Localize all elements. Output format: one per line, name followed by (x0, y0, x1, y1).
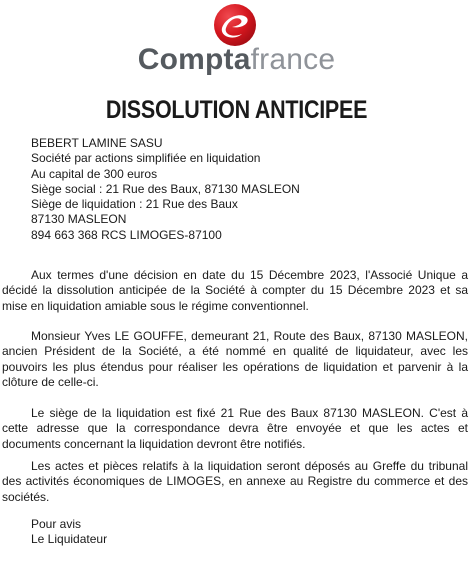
paragraph-filing: Les actes et pièces relatifs à la liquidation seront déposés au Greffe du tribunal des activités économiques de LIMOGES, en annexe au Registre du commerce et des sociétés. (2, 459, 468, 504)
company-liquidation-city: 87130 MASLEON (31, 212, 127, 227)
company-rcs: 894 663 368 RCS LIMOGES-87100 (31, 227, 222, 242)
company-legal-form: Société par actions simplifiée en liquidation (31, 151, 261, 166)
company-address-block (31, 136, 300, 243)
brand-wordmark-bold: Compta (137, 43, 251, 76)
brand-wordmark (0, 42, 473, 78)
paragraph-liquidator: Monsieur Yves LE GOUFFE, demeurant 21, Route des Baux, 87130 MASLEON, ancien Président de la Société, a été nommé en qualité de liquidateur, avec les pouvoirs les plus étendus pour réaliser les opérations de liquidation et parvenir à la clôture de celle-ci. (2, 329, 468, 390)
brand-logo (0, 0, 473, 82)
paragraph-decision: Aux termes d'une décision en date du 15 Décembre 2023, l'Associé Unique a décidé la dissolution anticipée de la Société à compter du 15 Décembre 2023 et sa mise en liquidation amiable sous le régime conventionnel. (2, 268, 468, 313)
paragraph-liquidation-seat: Le siège de la liquidation est fixé 21 Rue des Baux 87130 MASLEON. C'est à cette adresse que la correspondance devra être envoyée et que les actes et documents concernant la liquidation devront être notifiés. (2, 406, 468, 451)
closing-block (31, 517, 107, 548)
company-capital: Au capital de 300 euros (31, 166, 158, 181)
closing-signatory: Le Liquidateur (31, 532, 108, 547)
company-registered-seat: Siège social : 21 Rue des Baux, 87130 MASLEON (31, 181, 300, 196)
closing-pour-avis: Pour avis (31, 517, 82, 531)
company-name: BEBERT LAMINE SASU (31, 136, 163, 150)
company-liquidation-seat: Siège de liquidation : 21 Rue des Baux (31, 197, 238, 212)
brand-wordmark-light: france (250, 43, 336, 76)
notice-title: DISSOLUTION ANTICIPEE (105, 96, 368, 124)
